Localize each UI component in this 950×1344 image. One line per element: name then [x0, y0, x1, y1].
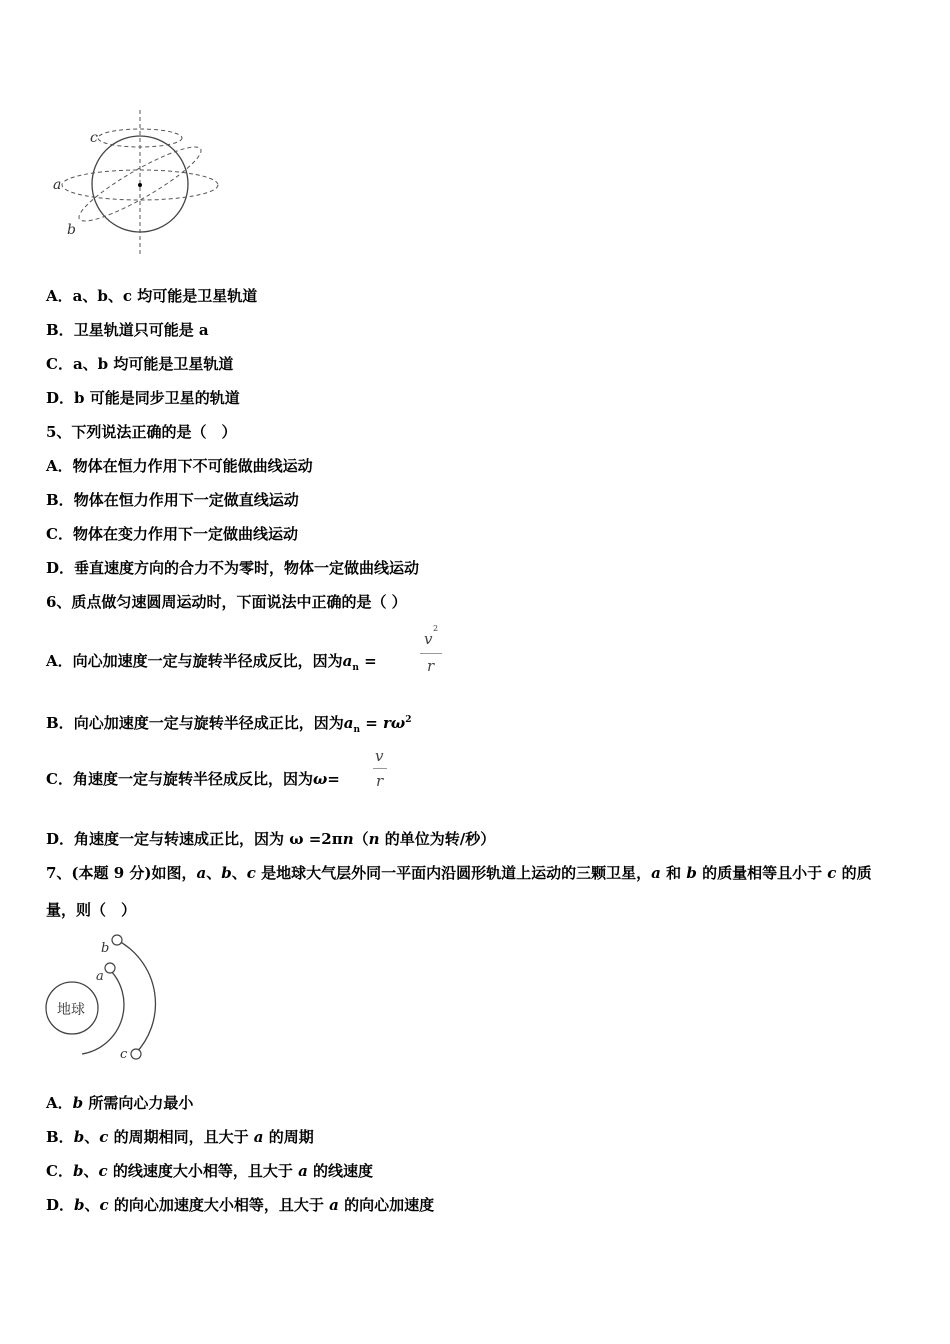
q7-option-a: A．b 所需向心力最小: [46, 1094, 194, 1112]
earth-label: 地球: [57, 1002, 85, 1018]
q4-option-d: D．b 可能是同步卫星的轨道: [46, 389, 240, 407]
satellite-a: [105, 963, 115, 973]
q4-option-c: C．a、b 均可能是卫星轨道: [46, 355, 234, 373]
q4-option-a: A．a、b、c 均可能是卫星轨道: [46, 287, 258, 305]
q7-option-b: B．b、c 的周期相同，且大于 a 的周期: [46, 1128, 314, 1146]
q5-option-d: D．垂直速度方向的合力不为零时，物体一定做曲线运动: [46, 559, 420, 577]
q6-option-d: D．角速度一定与转速成正比，因为 ω =2πn（n 的单位为转/秒）: [46, 830, 496, 848]
q5-option-b: B．物体在恒力作用下一定做直线运动: [46, 491, 299, 509]
label-a: a: [96, 969, 104, 984]
earth-center-dot: [138, 183, 142, 187]
q7-option-c: C．b、c 的线速度大小相等，且大于 a 的线速度: [46, 1162, 374, 1180]
q5-option-a: A．物体在恒力作用下不可能做曲线运动: [46, 457, 313, 475]
label-c: c: [90, 130, 98, 146]
satellite-figure: [40, 930, 170, 1075]
q7-stem-line1: 7、(本题 9 分)如图，a、b、c 是地球大气层外同一平面内沿圆形轨道上运动的三颗卫星，a 和 b 的质量相等且小于 c 的质: [46, 864, 872, 882]
q7-option-d: D．b、c 的向心加速度大小相等，且大于 a 的向心加速度: [46, 1196, 435, 1214]
satellite-b: [112, 935, 122, 945]
label-b: b: [67, 222, 76, 238]
q4-option-b: B．卫星轨道只可能是 a: [46, 321, 209, 339]
q6-stem: 6、质点做匀速圆周运动时，下面说法中正确的是（ ）: [46, 593, 407, 611]
q6-option-a: A．向心加速度一定与旋转半径成反比，因为$a_n$ =: [46, 652, 377, 673]
label-b: b: [101, 941, 110, 956]
q5-stem: 5、下列说法正确的是（ ）: [46, 423, 237, 441]
label-a: a: [53, 177, 62, 193]
label-c: c: [120, 1047, 128, 1062]
satellite-c: [131, 1049, 141, 1059]
q7-stem-line2: 量，则（ ）: [46, 901, 137, 919]
q6-option-b: B．向心加速度一定与旋转半径成正比，因为$a_n = r\omega^2$: [46, 714, 412, 735]
q6-option-c: C．角速度一定与旋转半径成反比，因为ω=: [46, 770, 340, 788]
q5-option-c: C．物体在变力作用下一定做曲线运动: [46, 525, 298, 543]
orbit-figure: [46, 108, 226, 258]
